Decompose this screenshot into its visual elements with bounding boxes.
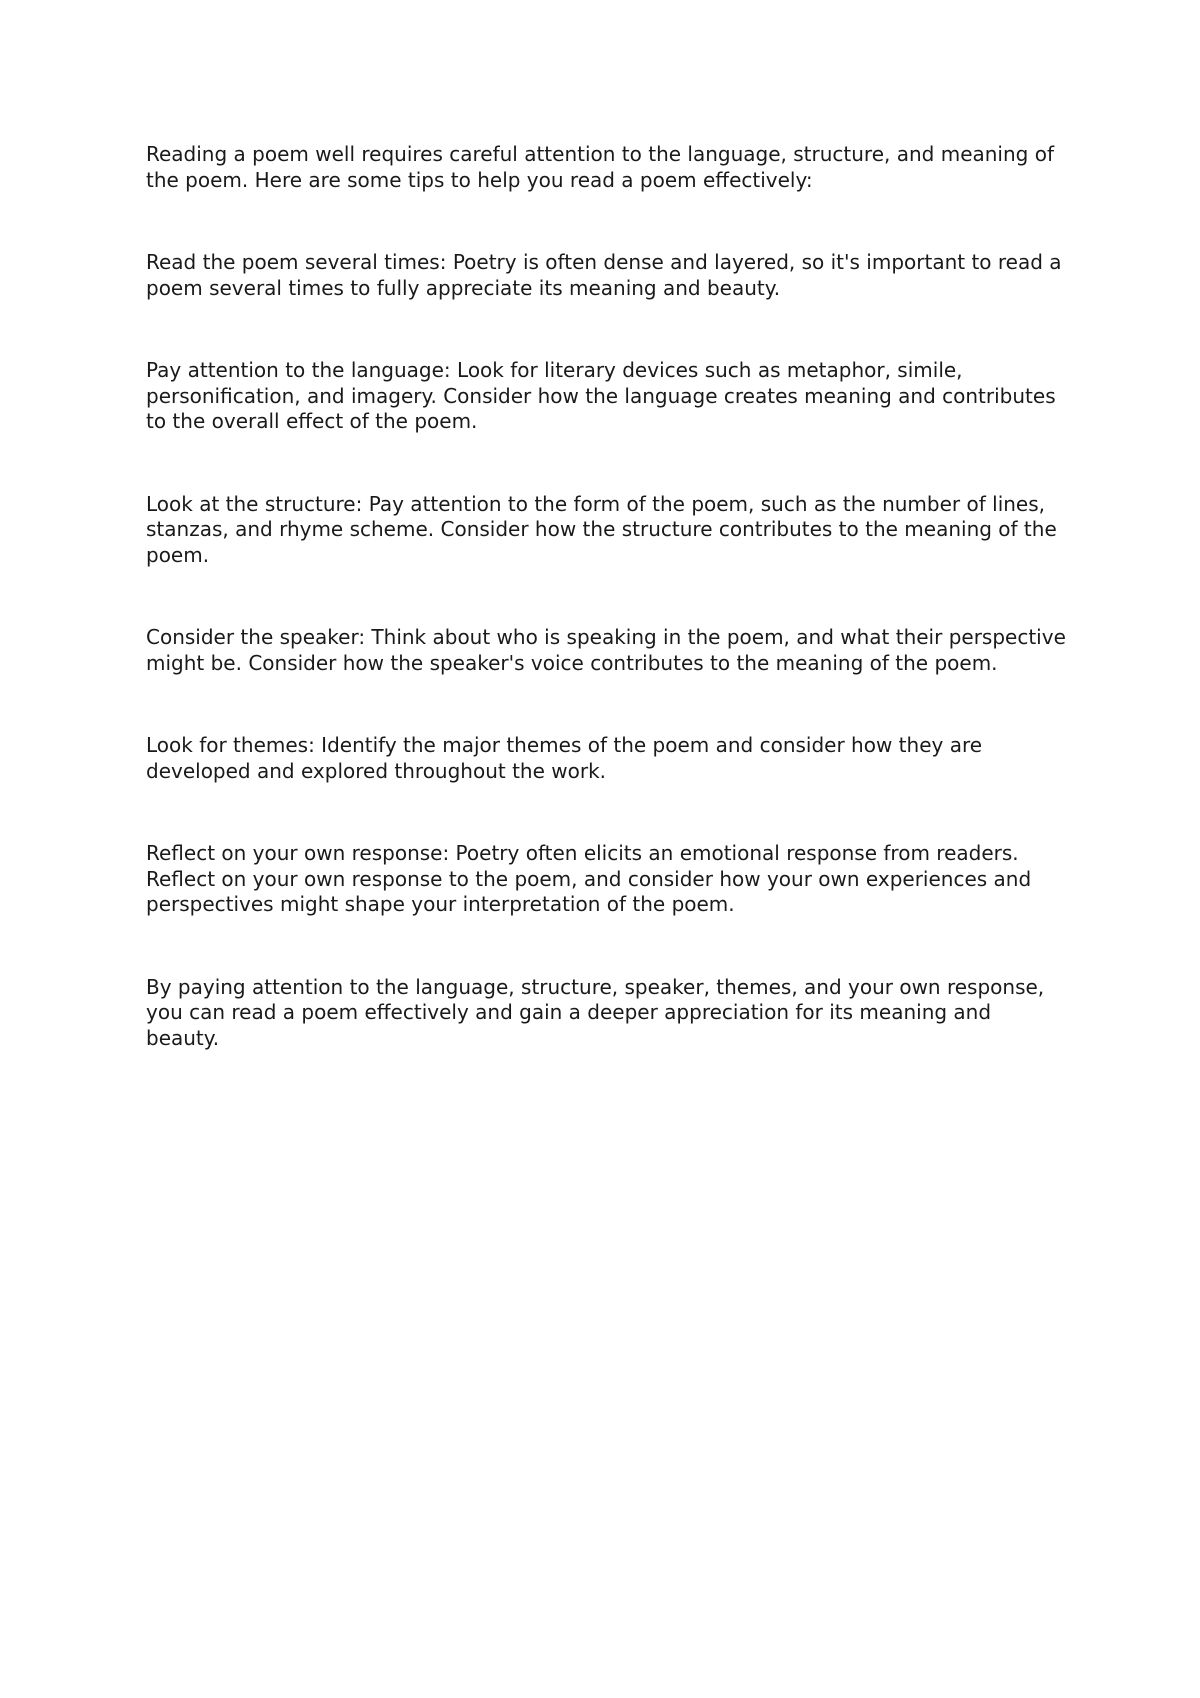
tip-consider-speaker: Consider the speaker: Think about who is speaking in the poem, and what their perspective might be. Consider how the speaker's voice contributes to the meaning of the poem. xyxy=(146,625,1066,675)
tip-look-at-structure: Look at the structure: Pay attention to the form of the poem, such as the number of lines, stanzas, and rhyme scheme. Consider how the structure contributes to the meaning of the poem. xyxy=(146,491,1057,567)
tip-read-several-times: Read the poem several times: Poetry is often dense and layered, so it's important to read a poem several times to fully appreciate its meaning and beauty. xyxy=(146,250,1062,300)
conclusion-paragraph: By paying attention to the language, structure, speaker, themes, and your own response, you can read a poem effectively and gain a deeper appreciation for its meaning and beauty. xyxy=(146,974,1045,1050)
intro-paragraph: Reading a poem well requires careful attention to the language, structure, and meaning of the poem. Here are some tips to help you read a poem effectively: xyxy=(146,142,1054,192)
document-body xyxy=(146,142,1066,1051)
tip-pay-attention-to-language: Pay attention to the language: Look for literary devices such as metaphor, simile, personification, and imagery. Consider how the language creates meaning and contributes to the overall effect of the poem. xyxy=(146,358,1056,433)
tip-look-for-themes: Look for themes: Identify the major themes of the poem and consider how they are developed and explored throughout the work. xyxy=(146,733,983,783)
tip-reflect-on-response: Reflect on your own response: Poetry often elicits an emotional response from readers. Reflect on your own response to the poem, and consider how your own experiences and perspectives might shape your interpretation of the poem. xyxy=(146,841,1032,916)
